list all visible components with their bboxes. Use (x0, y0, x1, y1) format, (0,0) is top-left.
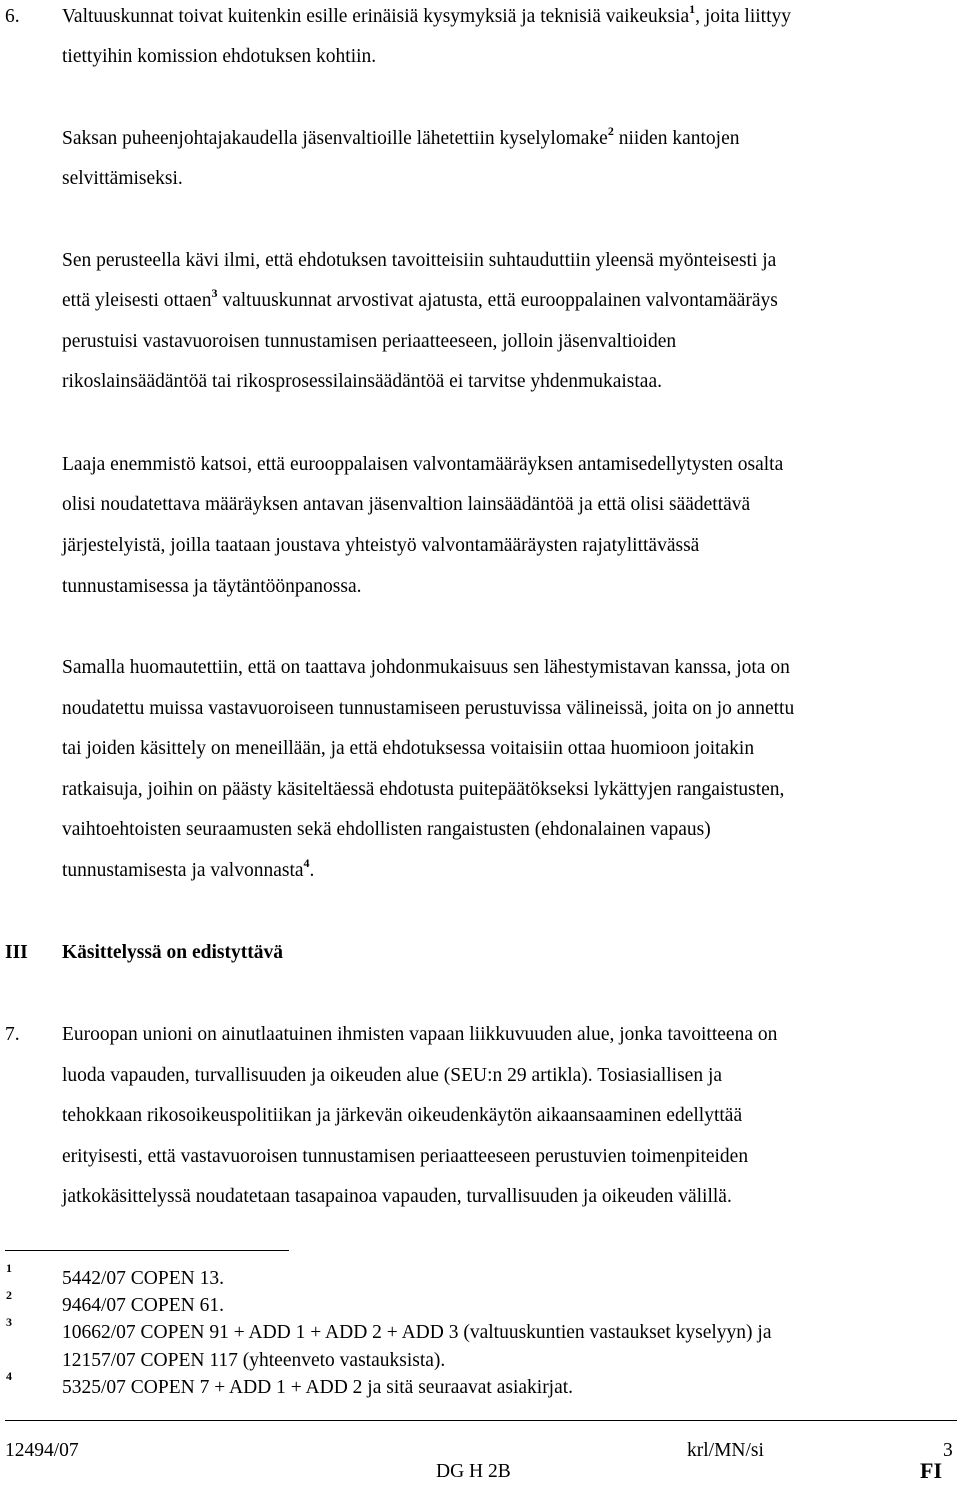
item-6-line-1: Valtuuskunnat toivat kuitenkin esille erinäisiä kysymyksiä ja teknisiä vaikeuksia$^1$, joita liittyy (62, 2, 791, 27)
samalla-line-6: tunnustamisesta ja valvonnasta$^4$. (62, 856, 315, 881)
laaja-line-3: järjestelyistä, joilla taataan joustava yhteistyö valvontamääräysten rajatylittävässä (62, 535, 700, 556)
item-7-line-2: luoda vapauden, turvallisuuden ja oikeuden alue (SEU:n 29 artikla). Tosiasiallisen ja (62, 1065, 723, 1086)
sen-line-4: rikoslainsäädäntöä tai rikosprosessilainsäädäntöä ei tarvitse yhdenmukaistaa. (62, 371, 662, 392)
saksan-line-1: Saksan puheenjohtajakaudella jäsenvaltioille lähetettiin kyselylomake$^2$ niiden kantojen (62, 124, 740, 149)
footer-rule (5, 1420, 957, 1421)
footer-doc-number: 12494/07 (5, 1440, 79, 1461)
item-6-number: 6. (5, 6, 20, 27)
samalla-line-2: noudatettu muissa vastavuoroiseen tunnustamiseen perustuvissa välineissä, joita on jo annettu (62, 698, 795, 719)
footnote-3-mark: 3 (6, 1315, 12, 1329)
sen-line-3: perustuisi vastavuoroisen tunnustamisen periaatteeseen, jolloin jäsenvaltioiden (62, 331, 677, 352)
footnote-3-text: 10662/07 COPEN 91 + ADD 1 + ADD 2 + ADD 3 (valtuuskuntien vastaukset kyselyyn) ja (62, 1322, 772, 1343)
samalla-line-5: vaihtoehtoisten seuraamusten sekä ehdollisten rangaistusten (ehdonalainen vapaus) (62, 819, 711, 840)
item-7-line-3: tehokkaan rikosoikeuspolitiikan ja järkevän oikeudenkäytön aikaansaaminen edellyttää (62, 1105, 743, 1126)
footnote-2-mark: 2 (6, 1288, 12, 1302)
saksan-line-2: selvittämiseksi. (62, 168, 183, 189)
footnote-1-mark: 1 (6, 1261, 12, 1275)
item-7-number: 7. (5, 1024, 20, 1045)
footnote-4-mark: 4 (6, 1369, 12, 1383)
laaja-line-1: Laaja enemmistö katsoi, että eurooppalaisen valvontamääräyksen antamisedellytysten osalta (62, 454, 784, 475)
footnote-separator (5, 1250, 289, 1251)
footnote-3-text-continued: 12157/07 COPEN 117 (yhteenveto vastauksista). (62, 1350, 446, 1371)
footnote-ref-2: 2 (607, 124, 614, 138)
footnote-2-text: 9464/07 COPEN 61. (62, 1295, 224, 1316)
footnote-ref-1: 1 (689, 2, 696, 16)
footer-language: FI (920, 1458, 942, 1483)
section-title: Käsittelyssä on edistyttävä (62, 942, 283, 963)
footer-dg: DG H 2B (436, 1461, 511, 1482)
item-7-line-1: Euroopan unioni on ainutlaatuinen ihmisten vapaan liikkuvuuden alue, jonka tavoitteena on (62, 1024, 778, 1045)
sen-line-2: että yleisesti ottaen$^3$ valtuuskunnat arvostivat ajatusta, että eurooppalainen valvontamääräys (62, 286, 778, 311)
item-6-line-2: tiettyihin komission ehdotuksen kohtiin. (62, 46, 377, 67)
footnote-ref-3: 3 (211, 286, 218, 300)
laaja-line-4: tunnustamisessa ja täytäntöönpanossa. (62, 576, 362, 597)
section-number: III (5, 942, 28, 963)
footer-page-number: 3 (943, 1440, 953, 1461)
samalla-line-1: Samalla huomautettiin, että on taattava johdonmukaisuus sen lähestymistavan kanssa, jota on (62, 657, 790, 678)
item-7-line-4: erityisesti, että vastavuoroisen tunnustamisen periaatteeseen perustuvien toimenpiteiden (62, 1146, 749, 1167)
item-7-line-5: jatkokäsittelyssä noudatetaan tasapainoa vapauden, turvallisuuden ja oikeuden välillä. (62, 1186, 732, 1207)
footnote-1-text: 5442/07 COPEN 13. (62, 1268, 224, 1289)
samalla-line-3: tai joiden käsittely on meneillään, ja että ehdotuksessa voitaisiin ottaa huomioon joitakin (62, 738, 755, 759)
footer-initials: krl/MN/si (687, 1440, 764, 1461)
footnote-ref-4: 4 (303, 856, 310, 870)
laaja-line-2: olisi noudatettava määräyksen antavan jäsenvaltion lainsäädäntöä ja että olisi säädettävä (62, 494, 751, 515)
samalla-line-4: ratkaisuja, joihin on päästy käsiteltäessä ehdotusta puitepäätökseksi lykättyjen rangaistusten, (62, 779, 785, 800)
footnote-4-text: 5325/07 COPEN 7 + ADD 1 + ADD 2 ja sitä seuraavat asiakirjat. (62, 1377, 574, 1398)
sen-line-1: Sen perusteella kävi ilmi, että ehdotuksen tavoitteisiin suhtauduttiin yleensä myönteisesti ja (62, 250, 777, 271)
